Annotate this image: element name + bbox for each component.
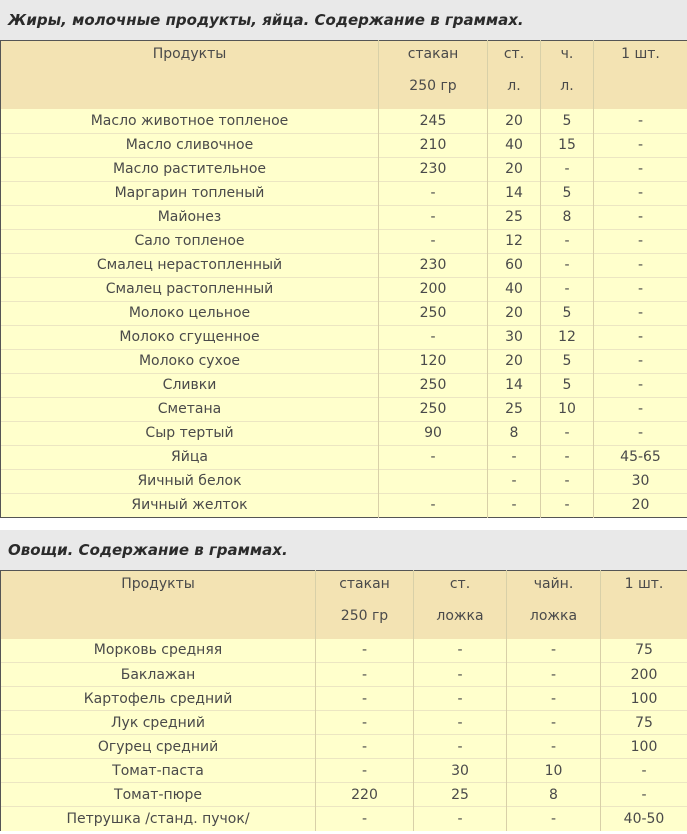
table-row xyxy=(1,807,687,831)
table-row xyxy=(1,711,687,735)
value-cell: - xyxy=(316,807,414,831)
column-header-line1: ч. xyxy=(560,46,574,62)
value-cell: - xyxy=(594,157,687,181)
product-name-cell: Смалец нерастопленный xyxy=(1,253,379,277)
table-row xyxy=(1,639,687,663)
table-row xyxy=(1,373,687,397)
value-cell: 90 xyxy=(379,421,488,445)
column-header xyxy=(541,41,594,110)
section-title: Жиры, молочные продукты, яйца. Содержание в граммах. xyxy=(0,0,687,40)
column-header xyxy=(594,41,687,110)
value-cell: 14 xyxy=(488,373,541,397)
product-name-cell: Томат-пюре xyxy=(1,783,316,807)
value-cell: 5 xyxy=(541,301,594,325)
value-cell: - xyxy=(379,229,488,253)
product-name-cell: Масло сливочное xyxy=(1,133,379,157)
section-vegetables xyxy=(0,530,687,831)
product-name-cell: Томат-паста xyxy=(1,759,316,783)
product-name-cell: Картофель средний xyxy=(1,687,316,711)
product-name-cell: Майонез xyxy=(1,205,379,229)
value-cell: 20 xyxy=(488,157,541,181)
table-row xyxy=(1,735,687,759)
value-cell: - xyxy=(594,205,687,229)
value-cell: - xyxy=(379,325,488,349)
column-header-line2 xyxy=(601,601,687,639)
value-cell: 75 xyxy=(601,711,687,735)
value-cell: - xyxy=(414,807,507,831)
product-name-cell: Сало топленое xyxy=(1,229,379,253)
value-cell: - xyxy=(594,133,687,157)
product-name-cell: Смалец растопленный xyxy=(1,277,379,301)
value-cell: - xyxy=(594,325,687,349)
header-row xyxy=(1,41,687,110)
value-cell: - xyxy=(507,639,601,663)
value-cell: 25 xyxy=(414,783,507,807)
value-cell: 60 xyxy=(488,253,541,277)
value-cell: 40-50 xyxy=(601,807,687,831)
value-cell: - xyxy=(414,663,507,687)
header-row xyxy=(1,570,687,639)
column-header xyxy=(601,570,687,639)
value-cell: 40 xyxy=(488,277,541,301)
value-cell: 12 xyxy=(488,229,541,253)
value-cell: - xyxy=(379,493,488,517)
value-cell: 20 xyxy=(488,349,541,373)
section-gap xyxy=(0,518,687,530)
value-cell: 40 xyxy=(488,133,541,157)
value-cell: 30 xyxy=(414,759,507,783)
value-cell: - xyxy=(594,253,687,277)
table-row xyxy=(1,349,687,373)
value-cell: 20 xyxy=(488,109,541,133)
value-cell: 250 xyxy=(379,301,488,325)
value-cell: - xyxy=(488,469,541,493)
value-cell: - xyxy=(594,181,687,205)
table-row xyxy=(1,109,687,133)
value-cell: 200 xyxy=(379,277,488,301)
product-name-cell: Сметана xyxy=(1,397,379,421)
column-header-line2: 250 гр xyxy=(340,607,389,624)
product-name-cell: Петрушка /станд. пучок/ xyxy=(1,807,316,831)
value-cell: 5 xyxy=(541,349,594,373)
table-row xyxy=(1,469,687,493)
section-title: Овощи. Содержание в граммах. xyxy=(0,530,687,570)
value-cell: 25 xyxy=(488,397,541,421)
column-header-line1: чайн. xyxy=(533,575,574,592)
product-name-cell: Яичный белок xyxy=(1,469,379,493)
column-header-line2: л. xyxy=(507,78,521,94)
value-cell: - xyxy=(601,783,687,807)
column-header-line2: ложка xyxy=(436,607,484,624)
value-cell: 5 xyxy=(541,181,594,205)
product-name-cell: Молоко сухое xyxy=(1,349,379,373)
value-cell: 200 xyxy=(601,663,687,687)
value-cell: - xyxy=(541,493,594,517)
value-cell: - xyxy=(507,807,601,831)
value-cell: - xyxy=(541,469,594,493)
value-cell: 25 xyxy=(488,205,541,229)
table-row xyxy=(1,157,687,181)
table-row xyxy=(1,181,687,205)
table-row xyxy=(1,277,687,301)
product-name-cell: Маргарин топленый xyxy=(1,181,379,205)
value-cell: - xyxy=(414,687,507,711)
value-cell: - xyxy=(316,711,414,735)
value-cell: - xyxy=(316,639,414,663)
table-row xyxy=(1,325,687,349)
value-cell: - xyxy=(414,711,507,735)
value-cell: - xyxy=(541,157,594,181)
value-cell: - xyxy=(594,349,687,373)
product-name-cell: Сливки xyxy=(1,373,379,397)
column-header-line2: 250 гр xyxy=(409,78,457,94)
value-cell: 12 xyxy=(541,325,594,349)
value-cell: - xyxy=(316,735,414,759)
product-name-cell: Масло животное топленое xyxy=(1,109,379,133)
value-cell: - xyxy=(594,373,687,397)
value-cell: 230 xyxy=(379,253,488,277)
table-row xyxy=(1,229,687,253)
value-cell: 100 xyxy=(601,735,687,759)
product-name-cell: Сыр тертый xyxy=(1,421,379,445)
value-cell: - xyxy=(414,735,507,759)
column-header xyxy=(1,41,379,110)
column-header-line1: 1 шт. xyxy=(624,575,664,592)
column-header-line2 xyxy=(1,71,378,109)
table-row xyxy=(1,663,687,687)
product-name-cell: Масло растительное xyxy=(1,157,379,181)
value-cell: - xyxy=(541,421,594,445)
value-cell: - xyxy=(507,687,601,711)
column-header xyxy=(379,41,488,110)
value-cell xyxy=(379,469,488,493)
value-cell: 120 xyxy=(379,349,488,373)
value-cell: 10 xyxy=(507,759,601,783)
value-cell: - xyxy=(541,253,594,277)
value-cell: 20 xyxy=(594,493,687,517)
table-row xyxy=(1,759,687,783)
value-cell: 220 xyxy=(316,783,414,807)
table-row xyxy=(1,445,687,469)
value-cell: - xyxy=(379,445,488,469)
product-name-cell: Баклажан xyxy=(1,663,316,687)
value-cell: 250 xyxy=(379,373,488,397)
value-cell: - xyxy=(594,229,687,253)
table-row xyxy=(1,493,687,517)
value-cell: 5 xyxy=(541,109,594,133)
value-cell: - xyxy=(488,493,541,517)
value-cell: - xyxy=(507,711,601,735)
value-cell: 250 xyxy=(379,397,488,421)
column-header-line1: Продукты xyxy=(121,575,195,592)
value-cell: - xyxy=(541,445,594,469)
value-cell: - xyxy=(379,181,488,205)
column-header xyxy=(316,570,414,639)
product-name-cell: Яичный желток xyxy=(1,493,379,517)
product-name-cell: Лук средний xyxy=(1,711,316,735)
value-cell: - xyxy=(316,687,414,711)
table-row xyxy=(1,397,687,421)
value-cell: - xyxy=(379,205,488,229)
column-header-line1: ст. xyxy=(503,46,525,62)
value-cell: 8 xyxy=(541,205,594,229)
column-header-line1: 1 шт. xyxy=(621,46,660,62)
column-header-line1: стакан xyxy=(407,46,459,62)
table-row xyxy=(1,253,687,277)
value-cell: - xyxy=(541,229,594,253)
value-cell: - xyxy=(316,663,414,687)
column-header-line2: ложка xyxy=(529,607,578,624)
value-cell: - xyxy=(507,663,601,687)
value-cell: 245 xyxy=(379,109,488,133)
column-header-line2 xyxy=(594,71,687,109)
value-cell: 8 xyxy=(488,421,541,445)
value-cell: - xyxy=(594,109,687,133)
value-cell: 10 xyxy=(541,397,594,421)
value-cell: - xyxy=(541,277,594,301)
value-cell: 15 xyxy=(541,133,594,157)
value-cell: - xyxy=(414,639,507,663)
value-cell: 210 xyxy=(379,133,488,157)
column-header-line2 xyxy=(1,601,315,639)
table-row xyxy=(1,301,687,325)
value-cell: 14 xyxy=(488,181,541,205)
value-cell: 20 xyxy=(488,301,541,325)
product-name-cell: Яйца xyxy=(1,445,379,469)
product-name-cell: Морковь средняя xyxy=(1,639,316,663)
value-cell: - xyxy=(594,397,687,421)
table-row xyxy=(1,783,687,807)
value-cell: - xyxy=(594,301,687,325)
value-cell: 230 xyxy=(379,157,488,181)
column-header xyxy=(414,570,507,639)
value-cell: - xyxy=(601,759,687,783)
value-cell: 8 xyxy=(507,783,601,807)
value-cell: 45-65 xyxy=(594,445,687,469)
column-header-line1: стакан xyxy=(339,575,390,592)
weights-table xyxy=(0,40,687,518)
table-row xyxy=(1,205,687,229)
value-cell: 100 xyxy=(601,687,687,711)
value-cell: - xyxy=(316,759,414,783)
table-row xyxy=(1,421,687,445)
column-header xyxy=(1,570,316,639)
product-name-cell: Огурец средний xyxy=(1,735,316,759)
product-name-cell: Молоко сгущенное xyxy=(1,325,379,349)
value-cell: - xyxy=(488,445,541,469)
value-cell: 75 xyxy=(601,639,687,663)
value-cell: 5 xyxy=(541,373,594,397)
column-header xyxy=(488,41,541,110)
table-row xyxy=(1,687,687,711)
column-header-line1: ст. xyxy=(449,575,471,592)
value-cell: - xyxy=(507,735,601,759)
column-header xyxy=(507,570,601,639)
value-cell: - xyxy=(594,277,687,301)
column-header-line2: л. xyxy=(560,78,574,94)
weights-table xyxy=(0,570,687,831)
product-name-cell: Молоко цельное xyxy=(1,301,379,325)
value-cell: 30 xyxy=(594,469,687,493)
value-cell: 30 xyxy=(488,325,541,349)
table-row xyxy=(1,133,687,157)
column-header-line1: Продукты xyxy=(152,46,227,62)
value-cell: - xyxy=(594,421,687,445)
